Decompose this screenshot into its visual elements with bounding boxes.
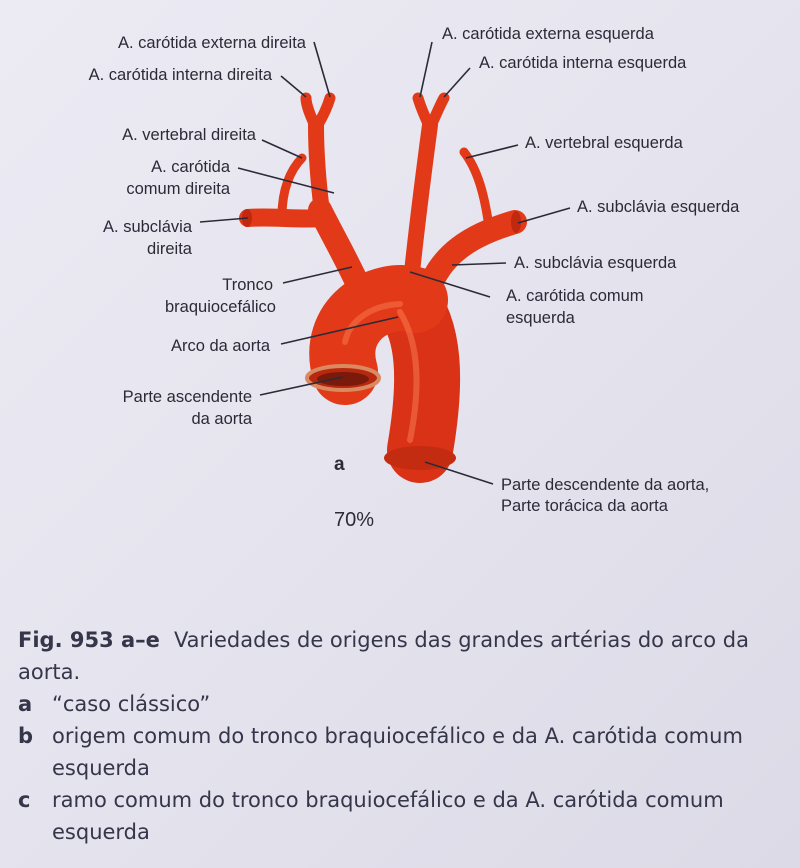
caption-item [18, 688, 788, 720]
caption-item-key: b [18, 724, 34, 748]
label-carotid-int-right: A. carótida interna direita [88, 66, 272, 84]
label-common-carotid-left-2: esquerda [506, 309, 575, 327]
label-carotid-ext-left: A. carótida externa esquerda [442, 25, 654, 43]
label-subclavian-right-2: direita [147, 240, 192, 258]
label-common-carotid-left-1: A. carótida comum [506, 287, 644, 305]
label-common-carotid-right-2: comum direita [126, 180, 230, 198]
caption-title: Variedades de origens das grandes artérias do arco da aorta. [18, 628, 750, 684]
caption-figure-number: Fig. 953 a–e [18, 628, 160, 652]
right-external-carotid [316, 98, 330, 128]
scale-percentage: 70% [334, 509, 375, 531]
label-common-carotid-right-1: A. carótida [151, 158, 230, 176]
left-vertebral [464, 152, 488, 220]
label-vertebral-right: A. vertebral direita [122, 126, 256, 144]
label-ascending-1: Parte ascendente [122, 388, 252, 406]
caption-item-text: ramo comum do tronco braquiocefálico e da A. carótida comum esquerda [52, 788, 724, 844]
label-arch: Arco da aorta [170, 337, 270, 355]
label-descending-2: Parte torácica da aorta [501, 497, 668, 515]
caption-item-key: a [18, 692, 33, 716]
vessel-tree [242, 98, 521, 470]
right-vertebral [282, 158, 302, 216]
panel-letter: a [334, 454, 345, 475]
figure-caption [18, 624, 788, 848]
caption-heading [18, 624, 788, 688]
label-subclavian-left-lower: A. subclávia esquerda [514, 254, 677, 272]
left-external-carotid [418, 98, 430, 128]
caption-item [18, 784, 788, 848]
descending-aorta-end [384, 446, 456, 470]
label-ascending-2: da aorta [191, 410, 252, 428]
caption-item [18, 720, 788, 784]
label-trunk-2: braquiocefálico [165, 298, 276, 316]
caption-item-text: “caso clássico” [52, 692, 211, 716]
label-subclavian-left-upper: A. subclávia esquerda [577, 198, 740, 216]
label-trunk-1: Tronco [222, 276, 273, 294]
caption-item-key: c [18, 788, 31, 812]
label-vertebral-left: A. vertebral esquerda [525, 134, 683, 152]
label-descending-1: Parte descendente da aorta, [501, 476, 710, 494]
label-carotid-ext-right: A. carótida externa direita [117, 34, 306, 52]
label-carotid-int-left: A. carótida interna esquerda [479, 54, 687, 72]
caption-item-text: origem comum do tronco braquiocefálico e da A. carótida comum esquerda [52, 724, 743, 780]
right-common-carotid [316, 125, 322, 212]
label-subclavian-right-1: A. subclávia [103, 218, 192, 236]
